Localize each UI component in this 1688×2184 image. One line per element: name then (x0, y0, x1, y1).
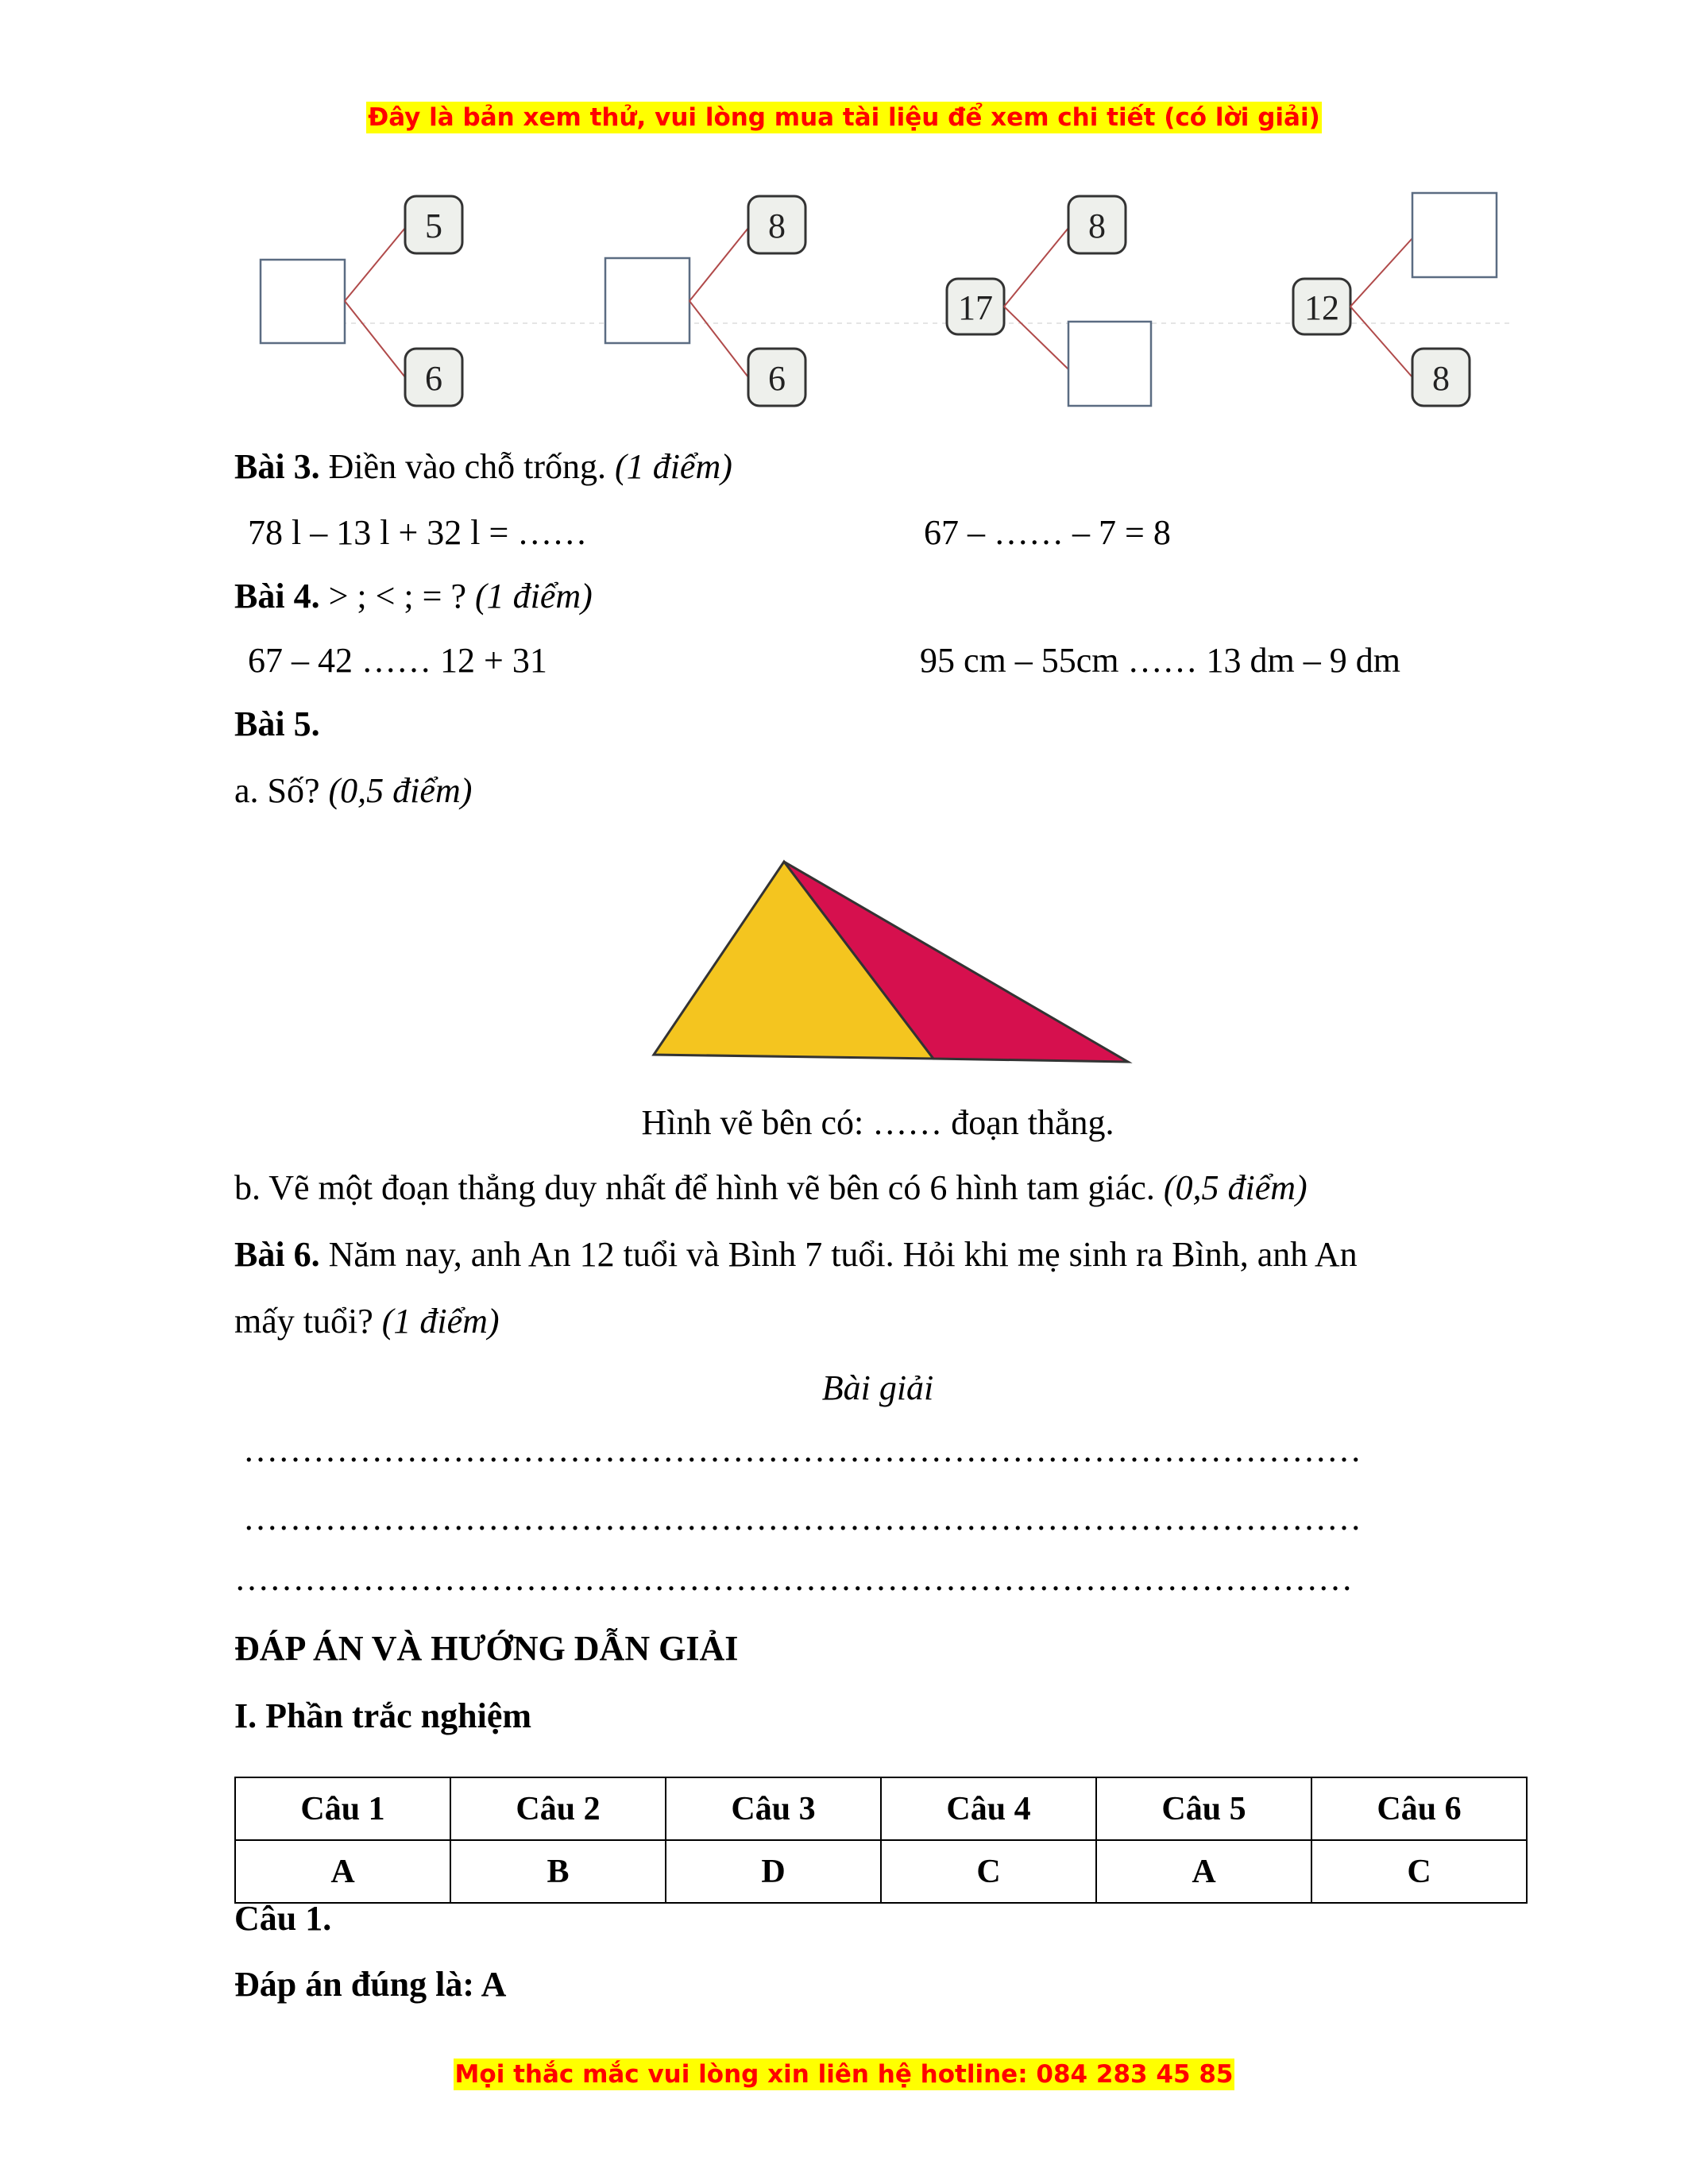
bai6-question-line1: Bài 6. Năm nay, anh An 12 tuổi và Bình 7 tuổi. Hỏi khi mẹ sinh ra Bình, anh An (234, 1235, 1358, 1274)
question-1-label: Câu 1. (234, 1899, 332, 1938)
bai5-heading: Bài 5. (234, 704, 320, 743)
table-header-row (235, 1777, 1527, 1840)
bai4-right-expression: 95 cm – 55cm …… 13 dm – 9 dm (920, 641, 1400, 680)
diagram-1-top-number: 5 (425, 206, 442, 245)
table-header-cell: Câu 3 (666, 1777, 881, 1840)
diagram-2-top-number: 8 (768, 206, 786, 245)
answer-dots-line: …………………………………………………………………………………… (234, 1559, 1353, 1598)
table-header-cell: Câu 2 (450, 1777, 666, 1840)
diagram-4-bottom-number: 8 (1432, 359, 1450, 398)
diagram-4-root-number: 12 (1304, 288, 1339, 327)
bai4-heading: Bài 4. > ; < ; = ? (1 điểm) (234, 577, 593, 615)
answers-heading: ĐÁP ÁN VÀ HƯỚNG DẪN GIẢI (234, 1629, 739, 1668)
diagram-3 (947, 196, 1151, 406)
preview-banner (0, 103, 1688, 132)
solution-title: Bài giải (821, 1368, 934, 1407)
answers-section-title: I. Phần trắc nghiệm (234, 1696, 531, 1735)
table-cell: D (666, 1840, 881, 1903)
bai4-left-expression: 67 – 42 …… 12 + 31 (248, 641, 547, 680)
diagram-2 (605, 196, 805, 406)
number-bond-diagrams (254, 179, 1533, 417)
diagram-4 (1293, 193, 1497, 406)
empty-box (261, 260, 345, 343)
table-cell: A (1096, 1840, 1311, 1903)
diagram-3-top-number: 8 (1088, 206, 1106, 245)
question-1-answer: Đáp án đúng là: A (234, 1965, 507, 2004)
figure-caption: Hình vẽ bên có: …… đoạn thẳng. (641, 1103, 1114, 1142)
preview-banner-text: Đây là bản xem thử, vui lòng mua tài liệu để xem chi tiết (có lời giải) (368, 103, 1320, 132)
table-cell: B (450, 1840, 666, 1903)
bai5-part-a: a. Số? (0,5 điểm) (234, 771, 473, 810)
answer-dots-line: …………………………………………………………………………………… (243, 1430, 1362, 1469)
table-header-cell: Câu 6 (1311, 1777, 1527, 1840)
empty-box (605, 258, 689, 343)
table-cell: C (881, 1840, 1096, 1903)
diagram-1-bottom-number: 6 (425, 359, 442, 398)
bai5-part-b: b. Vẽ một đoạn thẳng duy nhất để hình vẽ bên có 6 hình tam giác. (0,5 điểm) (234, 1168, 1308, 1207)
empty-box (1068, 322, 1151, 406)
table-cell: A (235, 1840, 450, 1903)
answer-table (234, 1777, 1528, 1904)
diagram-1 (261, 196, 462, 406)
table-cell: C (1311, 1840, 1527, 1903)
hotline-banner-text: Mọi thắc mắc vui lòng xin liên hệ hotline: 084 283 45 85 (454, 2060, 1234, 2089)
table-row (235, 1840, 1527, 1903)
hotline-banner (0, 2060, 1688, 2089)
diagram-3-root-number: 17 (958, 288, 993, 327)
bai3-right-expression: 67 – …… – 7 = 8 (924, 513, 1171, 552)
empty-box (1412, 193, 1497, 277)
triangle-figure (647, 858, 1140, 1080)
table-header-cell: Câu 1 (235, 1777, 450, 1840)
table-header-cell: Câu 4 (881, 1777, 1096, 1840)
bai3-heading: Bài 3. Điền vào chỗ trống. (1 điểm) (234, 447, 732, 486)
bai6-question-line2: mấy tuổi? (1 điểm) (234, 1302, 500, 1341)
answer-dots-line: …………………………………………………………………………………… (243, 1499, 1362, 1538)
table-header-cell: Câu 5 (1096, 1777, 1311, 1840)
diagram-2-bottom-number: 6 (768, 359, 786, 398)
bai3-left-expression: 78 l – 13 l + 32 l = …… (248, 513, 588, 552)
